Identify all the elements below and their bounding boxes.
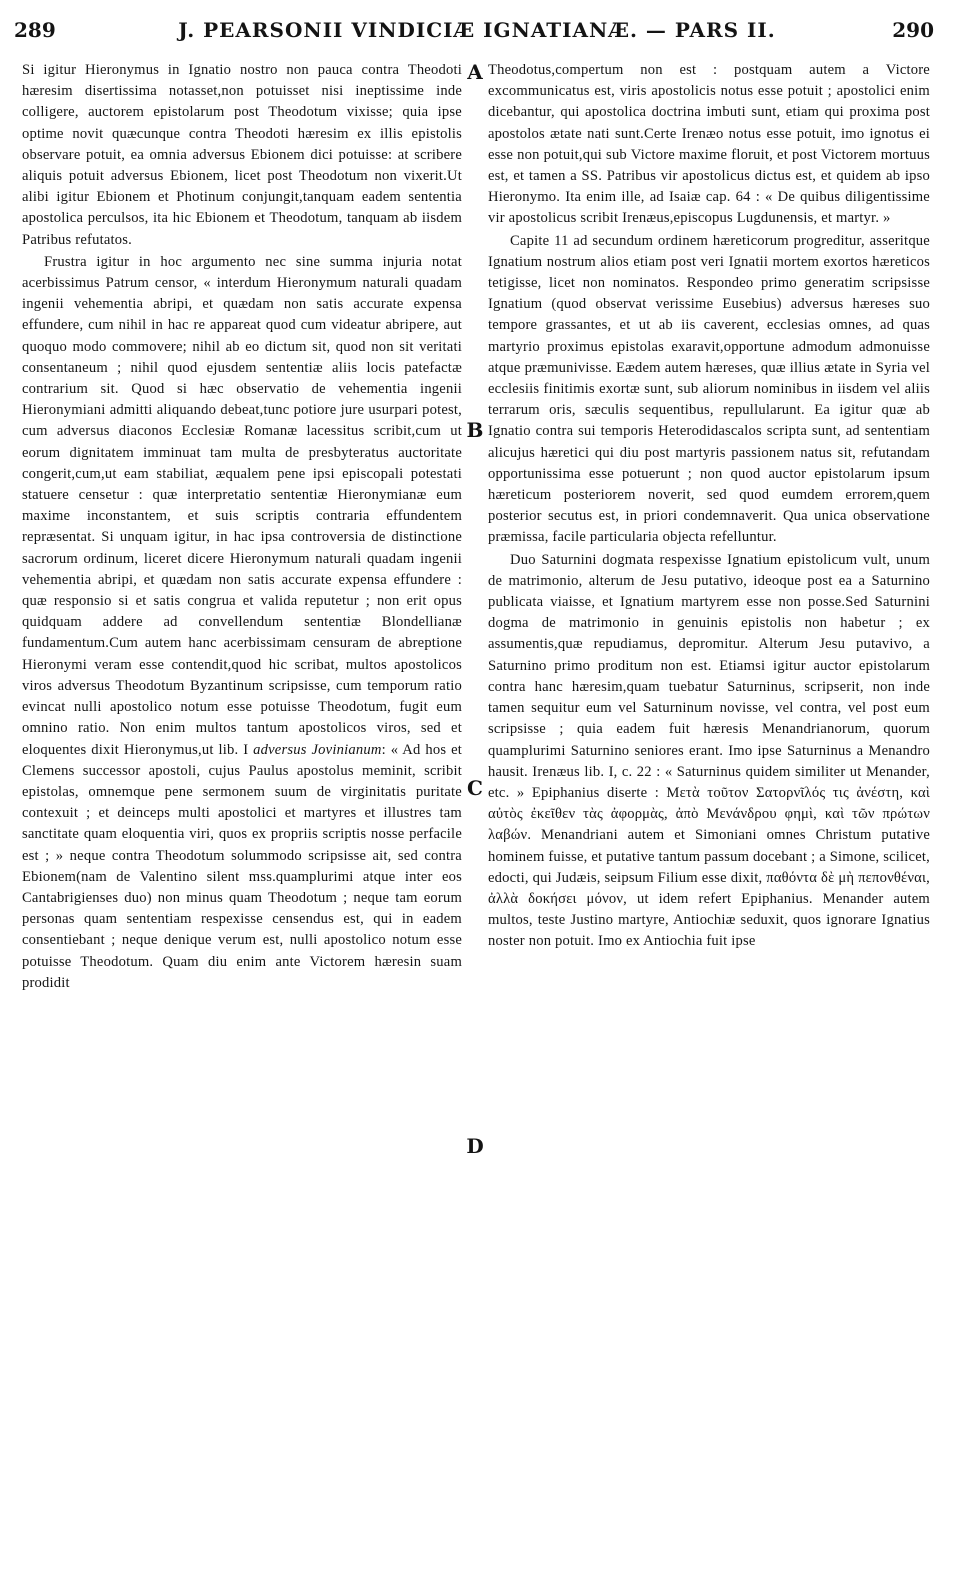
section-marker-b: B	[466, 418, 484, 442]
paragraph-text: : « Ad hos et Clemens successor apostoli, cujus Paulus apostolus meminit, scribit epistolas, omnemque pene sermonem suum de virginitatis puritate contexuit ; et deinceps multi apostolici et martyres et illustres tam sanctitate quam eloquentia viri, quos ex propriis scriptis nosse perfacile est ; » neque contra Theodotum solummodo scripsisse ait, sed contra Ebionem(nam de Valentino silent mss.quamplurimi atque inter eos Cantabrigienses duo) non minus quam Theodotum ; neque tam eorum personas quam sententiam respexisse censendus est, qui in eadem consentiebant ; neque denique verum est, nulli apostolico notum esse potuisse Theodotum. Quam diu enim ante Victorem hæresin suam prodidit	[22, 741, 463, 991]
paragraph: Theodotus,compertum non est : postquam autem a Victore excommunicatus est, viris apostolicis notus esse potuit ; apostolici enim dicebantur, qui apostolica doctrina imbuti sunt, etiam qui proxima post apostolos ætate nati sunt.Certe Irenæo notus esse potuit, imo ignotus ei esse non potuit,qui sub Victore maxime floruit, et post Victorem mortuus est, et tamen a SS. Patribus vir apostolicus dictus est, et quidem ab ipso Hieronymo. Ita enim ille, ad Isaiæ cap. 64 : « De quibus diligentissime vir apostolicus scribit Irenæus,episcopus Lugdunensis, et martyr. »	[488, 62, 930, 227]
right-column	[488, 60, 930, 954]
paragraph: Capite 11 ad secundum ordinem hæreticorum progreditur, asseritque Ignatium nostrum alios etiam post veri Ignatii mortem exortos hæreticos tetigisse, licet non nominatos. Respondeo primo generatim scripsisse Ignatium (quod observat verissime Eusebius) adversus hæreses suo tempore grassantes, et ut ab iis caverent, ecclesias omnes, ad quas martyrio proximus epistolas exaravit,opportune admodum admonuisse atque præmunivisse. Eædem autem hæreses, quæ illius ætate in Syria vel ecclesiis finitimis exortæ sunt, sub aliorum nominibus in iisdem vel aliis terrarum oris, sæculis sequentibus, repullularunt. Ea igitur quæ ab Ignatio contra sui temporis Heterodidascalos scripta sunt, ad sententiam alicujus hæretici qui diu post martyris passionem natus sit, refutandam opportunissima esse potuerunt ; non quod auctor epistolarum ipsum hæreticum posteriorem noverit, sed quod eumdem errorem,quem posterior secutus est, in priori condemnaverit. Qua unica observatione præmissa, facile particularia objecta refelluntur.	[488, 232, 930, 546]
page-number-left: 289	[14, 18, 56, 42]
paragraph	[22, 252, 462, 994]
section-marker-c: C	[467, 776, 483, 800]
paragraph: Si igitur Hieronymus in Ignatio nostro non pauca contra Theodoti hæresim disertissima notasset,non potuisset nisi ineptissime inde colligere, auctorem epistolarum post Theodotum vixisse; quia ipse optime novit quæcunque contra Theodoti hæresim ex illis epistolis observare potuit, ea omnia adversus Ebionem dici potuisse: at scribere aliquis potuit adversus Ebionem, licet post Theodotum non vixerit.Ut alibi igitur Ebionem et Photinum conjungit,tanquam eadem sententia apostolica perculsos, ita hic Ebionem et Theodotum, tanquam ab iisdem Patribus refutatos.	[22, 62, 462, 248]
section-marker-d: D	[466, 1134, 484, 1158]
paragraph-text: Frustra igitur in hoc argumento nec sine summa injuria notat acerbissimus Patrum censor, « interdum Hieronymum naturali quadam ingenii vehementia abripi, et quædam non satis accurate expensa effundere, cum nihil in hac re appareat quod cum videatur abripere, aut quoquo modo commovere; nihil ab eo dictum sit, quod non sit veritati consentaneum ; nihil quod ejusdem sententiæ aliis locis patefactæ contrarium sit. Quod si hæc observatio de vehementia ingenii Hieronymiani admitti aliquando debeat,tunc potiore jure usurpari potest, cum adversus diaconos Ecclesiæ Romanæ lacessitus scribit,cum ut eorum dignitatem imminuat tam multa de presbyteratus auctoritate congerit,cum,ut eam stabiliat, æqualem pene ipsi episcopali potestati statuere censetur : quæ interpretatio sententiæ Hieronymianæ eum maxime inconstantem, et suis scriptis contraria effundentem repræsentat. Si unquam igitur, in hac ipsa controversia de distinctione sacrorum ordinum, liceret dicere Hieronymum naturali quadam ingenii vehementia abripi, et quædam non satis accurate expensa effundere : quæ responsio si et satis congrua et valida reputetur ; non erit opus quidquam addere ad convellendum sententiæ Blondellianæ fundamentum.Cum autem hanc acerbissimam censuram de abreptione Hieronymi veram esse contendit,quod hic scribat, multos apostolicos viros adversus Theodotum Byzantinum scripsisse, cum temporum ratio evincat nulli apostolico notum esse potuisse Theodotum, fugit eum omnino ratio. Non enim multos tantum apostolicos viros, sed et eloquentes dixit Hieronymus,ut lib. I	[22, 253, 462, 758]
italic-title: adversus Jovinianum	[253, 741, 382, 758]
left-column	[22, 60, 462, 995]
page-number-right: 290	[892, 18, 934, 42]
section-marker-a: A	[467, 60, 483, 84]
running-title: J. PEARSONII VINDICIÆ IGNATIANÆ. — PARS II.	[178, 18, 776, 42]
paragraph: Duo Saturnini dogmata respexisse Ignatium epistolicum vult, unum de matrimonio, alterum de Jesu putativo, ideoque post ea a Saturnino publicata viaisse, et Ignatium martyrem esse non posse.Sed Saturnini dogma de matrimonio in genuinis epistolis non habetur ; ex assumentis,quæ repudiamus, depromitur. Alterum Jesu putavivo, a Saturnino primo proditum non est. Etiamsi igitur auctor epistolarum contra hanc hæresim,quam tuebatur Saturninus, scripserit, non inde tamen sequitur eum vel Saturninum novisse, vel contra, vel post eum scripsisse ; quia eadem fuit hæresis Menandrianorum, quorum quamplurimi Saturnino seniores erant. Imo ipse Saturninus a Menandro hausit. Irenæus lib. I, c. 22 : « Saturninus quidem similiter ut Menander, etc. » Epiphanius diserte : Μετὰ τοῦτον Σατορνῖλός τις ἀνέστη, καὶ αὐτὸς ἐκεῖθεν τὰς ἀφορμὰς, ἀπὸ Μενάνδρου φημὶ, καὶ τῶν πρώτων λαβών. Menandriani autem et Simoniani omnes Christum putative hominem fuisse, et putative tantum passum docebant ; a Simone, scilicet, edocti, qui Judæis, seipsum Filium esse dixit, παθόντα δὲ μὴ πεπονθέναι, ἀλλὰ δοκήσει μόνον, ut idem refert Epiphanius. Menander autem multos, teste Justino martyre, Antiochiæ seduxit, quos ignorare Ignatius noster non potuit. Imo ex Antiochia fuit ipse	[488, 551, 930, 950]
running-header	[0, 18, 954, 50]
